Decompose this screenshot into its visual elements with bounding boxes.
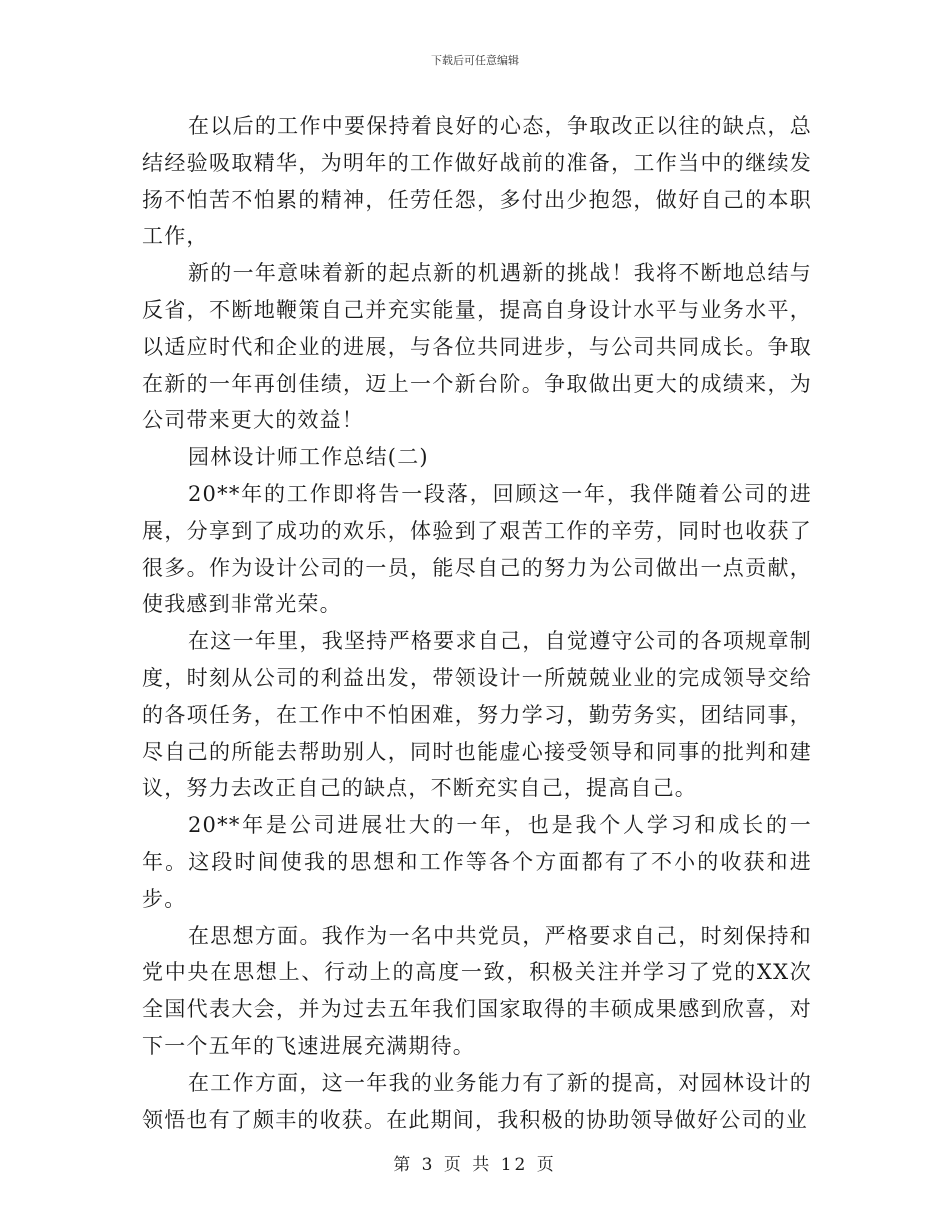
paragraph: 在以后的工作中要保持着良好的心态，争取改正以往的缺点，总结经验吸取精华，为明年的工作做好战前的准备，工作当中的继续发扬不怕苦不怕累的精神，任劳任怨，多付出少抱怨，做好自己的本职工作， (142, 114, 812, 249)
paragraph: 20**年的工作即将告一段落，回顾这一年，我伴随着公司的进展，分享到了成功的欢乐，体验到了艰苦工作的辛劳，同时也收获了很多。作为设计公司的一员，能尽自己的努力为公司做出一点贡献，使我感到非常光荣。 (142, 481, 812, 617)
paragraph: 20**年是公司进展壮大的一年，也是我个人学习和成长的一年。这段时间使我的思想和工作等各个方面都有了不小的收获和进步。 (142, 813, 812, 911)
paragraph: 在思想方面。我作为一名中共党员，严格要求自己，时刻保持和党中央在思想上、行动上的高度一致，积极关注并学习了党的XX次全国代表大会，并为过去五年我们国家取得的丰硕成果感到欣喜，对下一个五年的飞速进展充满期待。 (142, 923, 812, 1058)
paragraph: 在这一年里，我坚持严格要求自己，自觉遵守公司的各项规章制度，时刻从公司的利益出发，带领设计一所兢兢业业的完成领导交给的各项任务，在工作中不怕困难，努力学习，勤劳务实，团结同事，尽自己的所能去帮助别人，同时也能虚心接受领导和同事的批判和建议，努力去改正自己的缺点，不断充实自己，提高自己。 (142, 629, 812, 801)
paragraph: 在工作方面，这一年我的业务能力有了新的提高，对园林设计的领悟也有了颇丰的收获。在此期间，我积极的协助领导做好公司的业 (142, 1070, 812, 1132)
section-heading: 园林设计师工作总结(二) (188, 445, 429, 470)
page-header: 下载后可任意编辑 (431, 54, 519, 67)
document-body (142, 108, 812, 1138)
page-number-footer: 第 3 页 共 12 页 (393, 1155, 557, 1175)
paragraph: 新的一年意味着新的起点新的机遇新的挑战！我将不断地总结与反省，不断地鞭策自己并充实能量，提高自身设计水平与业务水平，以适应时代和企业的进展，与各位共同进步，与公司共同成长。争取在新的一年再创佳绩，迈上一个新台阶。争取做出更大的成绩来，为公司带来更大的效益！ (142, 261, 812, 433)
